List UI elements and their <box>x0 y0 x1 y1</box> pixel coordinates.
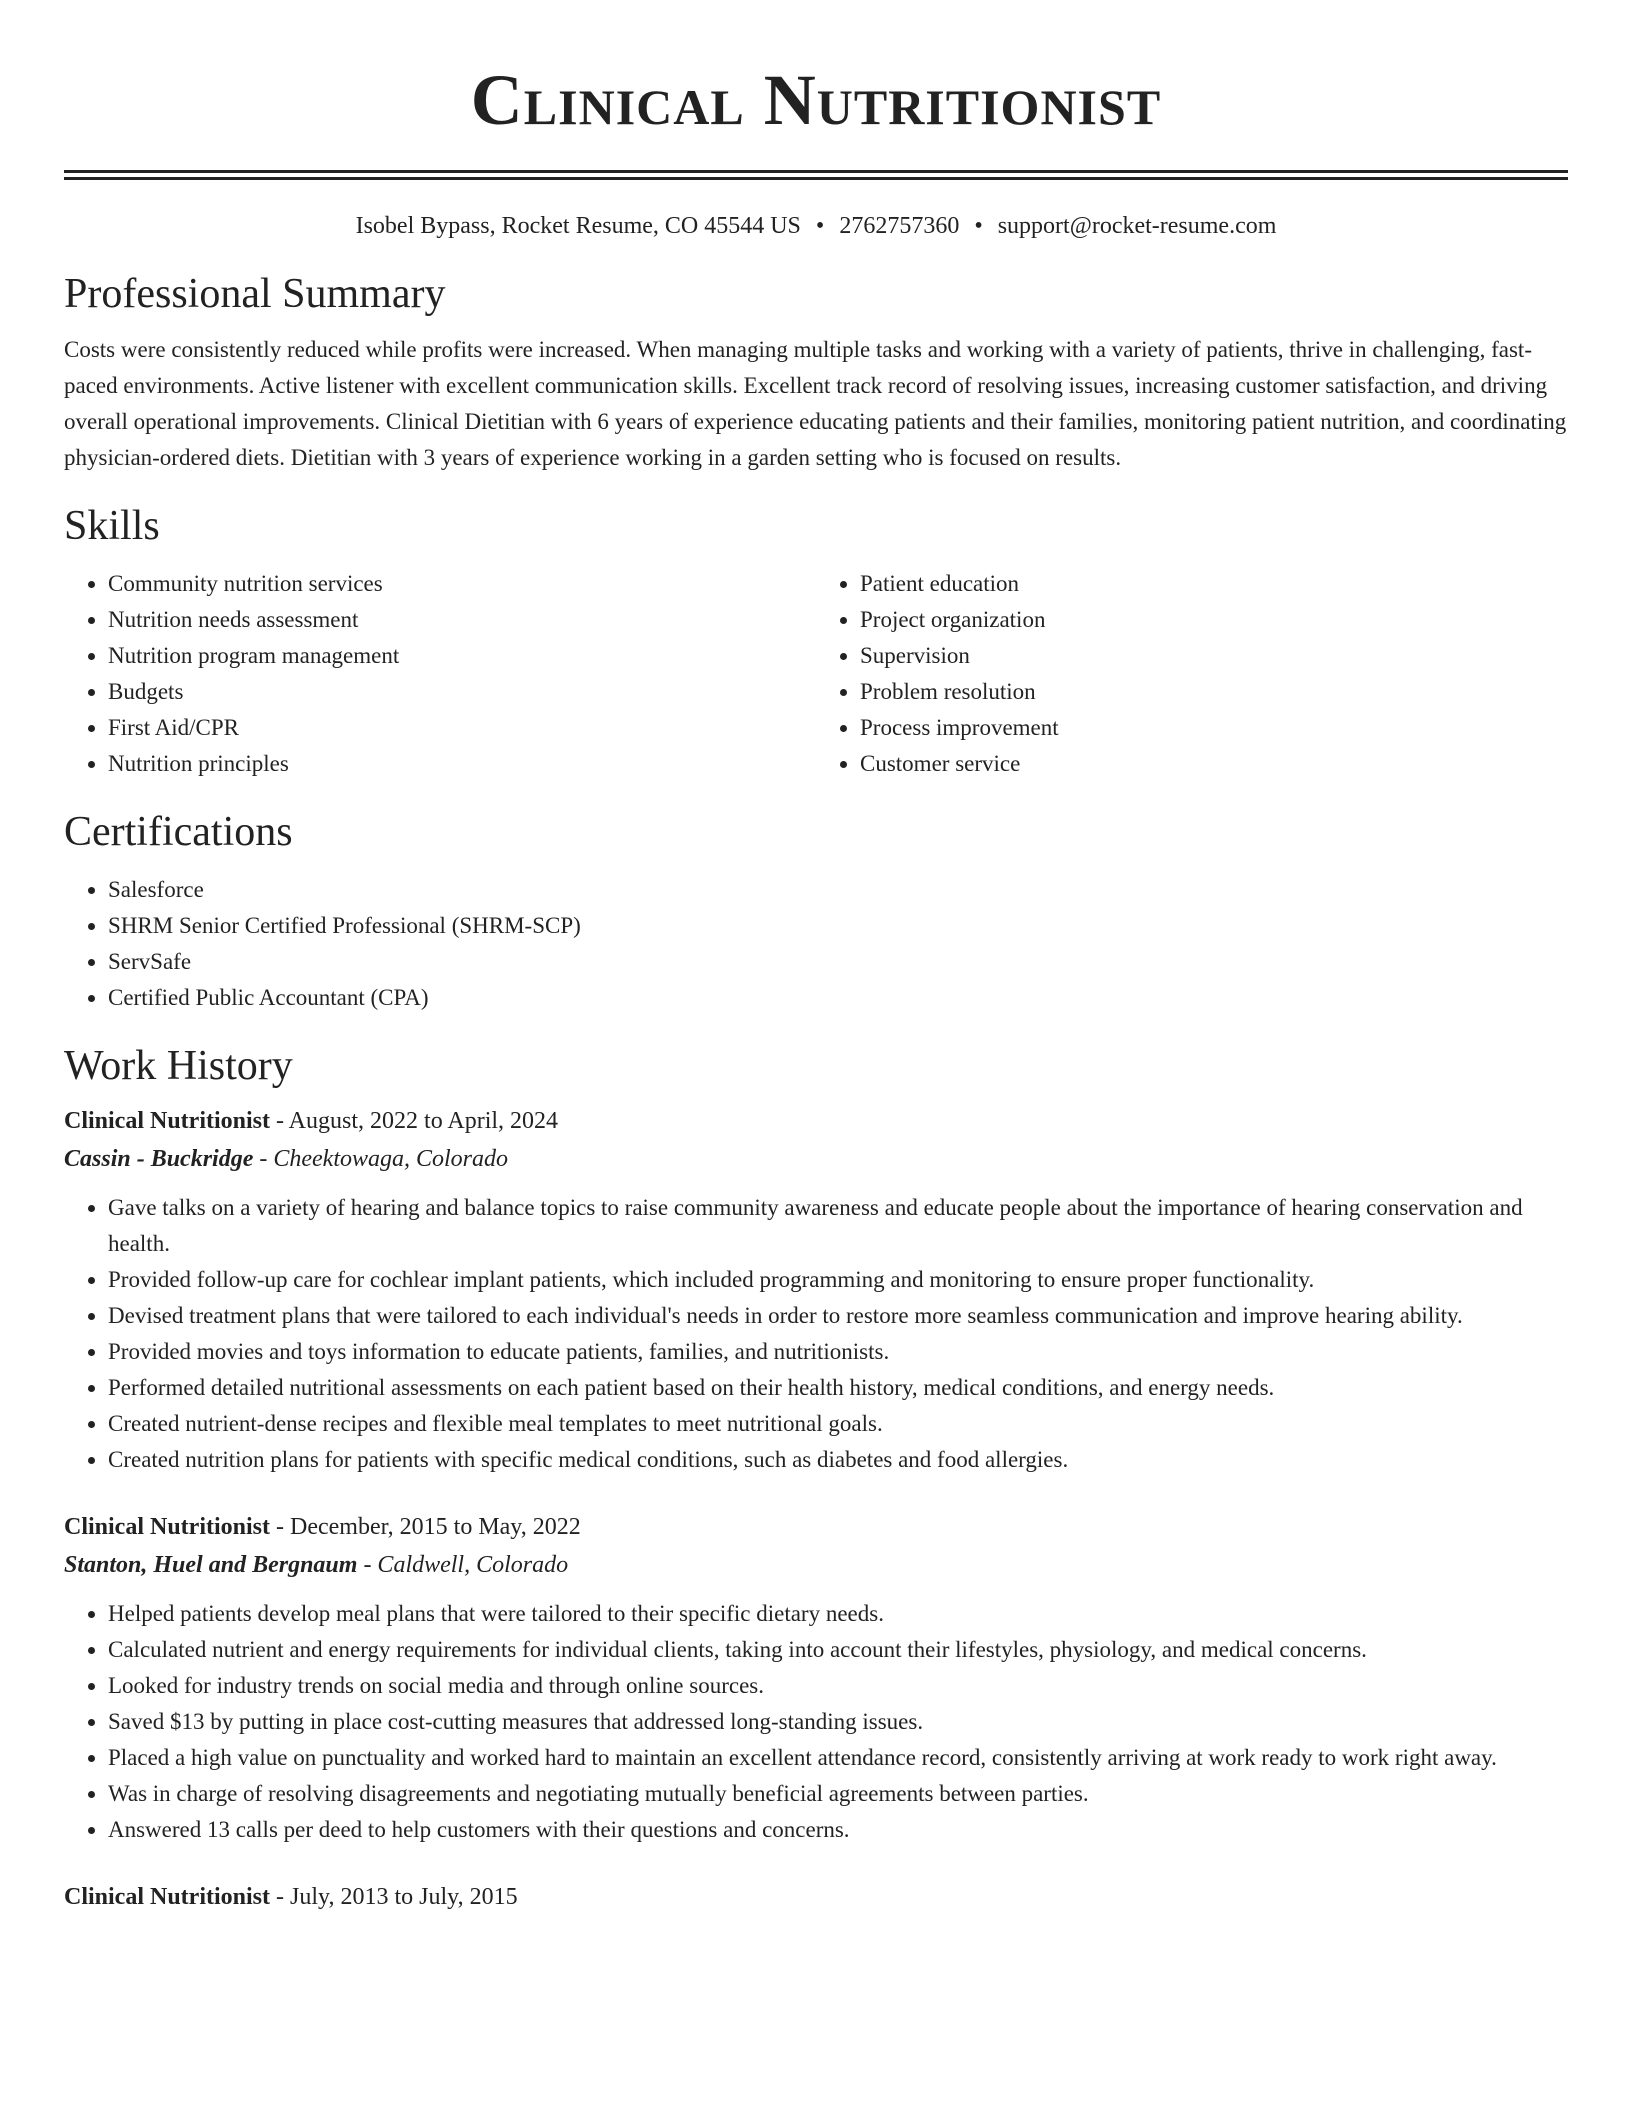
summary-text: Costs were consistently reduced while profits were increased. When managing multiple tasks and working with a variety of patients, thrive in challenging, fast-paced environments. Active listener with excellent communication skills. Excellent track record of resolving issues, increasing customer satisfaction, and driving overall operational improvements. Clinical Dietitian with 6 years of experience educating patients and their families, monitoring patient nutrition, and coordinating physician-ordered diets. Dietitian with 3 years of experience working in a garden setting who is focused on results. <box>64 337 1567 470</box>
certifications-heading: Certifications <box>64 809 293 855</box>
skill-item: • Nutrition program management <box>108 638 816 674</box>
summary-heading: Professional Summary <box>64 271 446 317</box>
job-dates: - July, 2013 to July, 2015 <box>270 1884 518 1910</box>
skills-left-list <box>64 566 816 782</box>
skill-item: • Problem resolution <box>860 674 1568 710</box>
work-history-heading: Work History <box>64 1043 293 1089</box>
resume-title: Clinical Nutritionist <box>470 60 1162 140</box>
job-title: Clinical Nutritionist <box>64 1514 271 1540</box>
job-bullet: • Looked for industry trends on social media and through online sources. <box>108 1668 1568 1704</box>
skill-item: • Project organization <box>860 602 1568 638</box>
skill-item: • Nutrition principles <box>108 746 816 782</box>
contact-phone[interactable]: 2762757360 <box>839 213 960 239</box>
job-bullet: • Helped patients develop meal plans that were tailored to their specific dietary needs. <box>108 1596 1568 1632</box>
skill-item: • First Aid/CPR <box>108 710 816 746</box>
job-title: Clinical Nutritionist <box>64 1884 271 1910</box>
job-company-line <box>64 1140 1568 1178</box>
job-bullet: • Provided follow-up care for cochlear implant patients, which included programming and monitoring to ensure proper functionality. <box>108 1262 1568 1298</box>
skills-right-list <box>816 566 1568 782</box>
contact-separator: • <box>974 213 983 239</box>
contact-email[interactable]: support@rocket-resume.com <box>997 213 1277 239</box>
job-bullet: • Created nutrition plans for patients with specific medical conditions, such as diabetes and food allergies. <box>108 1442 1568 1478</box>
certification-item: • SHRM Senior Certified Professional (SHRM-SCP) <box>108 908 1568 944</box>
skill-item: • Process improvement <box>860 710 1568 746</box>
contact-separator: • <box>815 213 825 239</box>
title-double-rule <box>64 170 1568 180</box>
job-company: Cassin - Buckridge <box>64 1146 254 1172</box>
skill-item: • Patient education <box>860 566 1568 602</box>
skill-item: • Budgets <box>108 674 816 710</box>
skills-columns <box>64 566 1568 782</box>
job-dates: - December, 2015 to May, 2022 <box>270 1514 581 1540</box>
job-bullet: • Performed detailed nutritional assessments on each patient based on their health history, medical conditions, and energy needs. <box>108 1370 1568 1406</box>
job-location: - Caldwell, Colorado <box>357 1552 569 1578</box>
job-bullet-list <box>64 1190 1568 1478</box>
job-title-line <box>64 1102 1568 1140</box>
job-location: - Cheektowaga, Colorado <box>253 1146 509 1172</box>
job-bullet-list <box>64 1596 1568 1848</box>
skill-item: • Nutrition needs assessment <box>108 602 816 638</box>
job-bullet: • Calculated nutrient and energy requirements for individual clients, taking into account their lifestyles, physiology, and medical concerns. <box>108 1632 1568 1668</box>
job-bullet: • Gave talks on a variety of hearing and balance topics to raise community awareness and educate people about the importance of hearing conservation and health. <box>108 1190 1568 1262</box>
job-bullet: • Saved $13 by putting in place cost-cutting measures that addressed long-standing issues. <box>108 1704 1568 1740</box>
certification-item: • ServSafe <box>108 944 1568 980</box>
skills-heading: Skills <box>64 503 160 549</box>
job-bullet: • Devised treatment plans that were tailored to each individual's needs in order to restore more seamless communication and improve hearing ability. <box>108 1298 1568 1334</box>
job-title-line <box>64 1508 1568 1546</box>
job-title-line <box>64 1878 1568 1916</box>
job-company-line <box>64 1546 1568 1584</box>
job-title: Clinical Nutritionist <box>64 1108 271 1134</box>
contact-line <box>64 210 1568 242</box>
skill-item: • Supervision <box>860 638 1568 674</box>
job-company: Stanton, Huel and Bergnaum <box>64 1552 358 1578</box>
job-dates: - August, 2022 to April, 2024 <box>270 1108 559 1134</box>
job-bullet: • Placed a high value on punctuality and worked hard to maintain an excellent attendance record, consistently arriving at work ready to work right away. <box>108 1740 1568 1776</box>
skill-item: • Community nutrition services <box>108 566 816 602</box>
certifications-list <box>64 872 1568 1016</box>
certification-item: • Certified Public Accountant (CPA) <box>108 980 1568 1016</box>
certification-item: • Salesforce <box>108 872 1568 908</box>
job-bullet: • Provided movies and toys information to educate patients, families, and nutritionists. <box>108 1334 1568 1370</box>
contact-address: Isobel Bypass, Rocket Resume, CO 45544 US <box>355 213 801 239</box>
job-bullet: • Was in charge of resolving disagreements and negotiating mutually beneficial agreements between parties. <box>108 1776 1568 1812</box>
job-bullet: • Created nutrient-dense recipes and flexible meal templates to meet nutritional goals. <box>108 1406 1568 1442</box>
job-bullet: • Answered 13 calls per deed to help customers with their questions and concerns. <box>108 1812 1568 1848</box>
skill-item: • Customer service <box>860 746 1568 782</box>
